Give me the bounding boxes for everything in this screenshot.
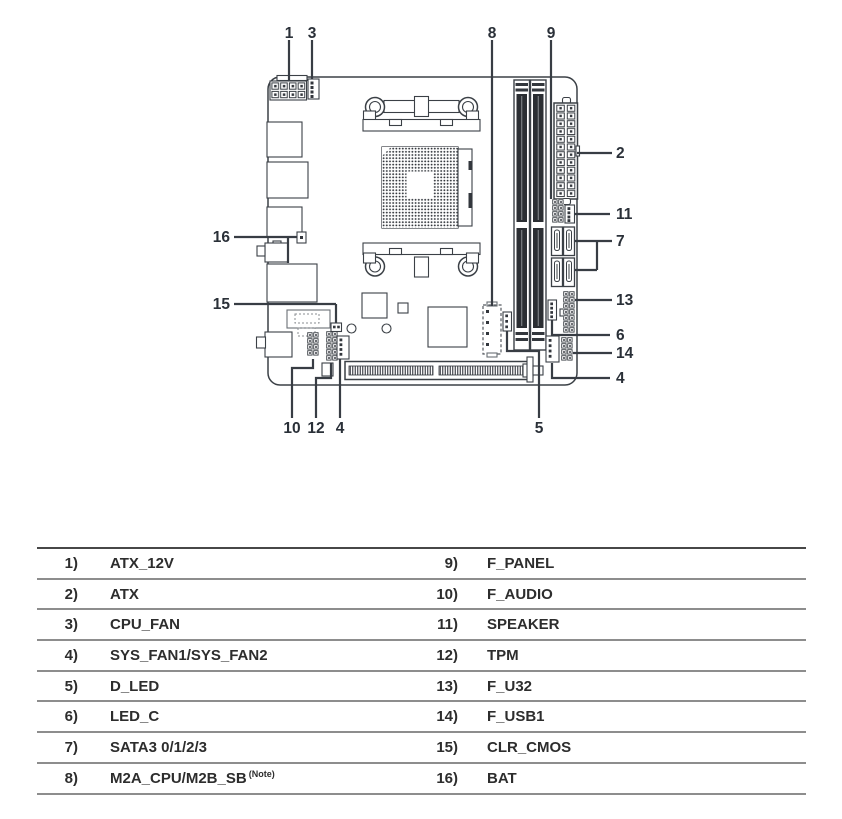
connector-led-c xyxy=(548,300,557,320)
table-row xyxy=(37,764,806,795)
cpu-socket xyxy=(382,147,473,228)
callout-label-3: 3 xyxy=(307,25,317,42)
jumper-clr-cmos xyxy=(331,323,342,332)
connector-f-audio xyxy=(307,332,319,356)
connector-sys-fan1 xyxy=(337,336,349,359)
row-num-right: 15) xyxy=(436,738,458,756)
row-num-right: 10) xyxy=(436,585,458,603)
row-name-left: SYS_FAN1/SYS_FAN2 xyxy=(110,646,268,664)
table-row xyxy=(37,641,806,672)
table-row xyxy=(37,733,806,764)
callout-label-10: 10 xyxy=(283,420,301,437)
table-row xyxy=(37,549,806,580)
callout-label-1: 1 xyxy=(284,25,294,42)
connector-table xyxy=(37,547,806,795)
callout-label-4b: 4 xyxy=(335,420,345,437)
callout-label-5: 5 xyxy=(534,420,544,437)
row-num-right: 12) xyxy=(436,646,458,664)
row-name-right: F_USB1 xyxy=(487,708,545,726)
row-name-left: ATX_12V xyxy=(110,554,174,572)
callout-label-4r: 4 xyxy=(616,370,625,387)
row-num-right: 16) xyxy=(436,769,458,787)
row-name-left: D_LED xyxy=(110,677,160,695)
row-num-left: 4) xyxy=(64,646,78,664)
row-name-right: CLR_CMOS xyxy=(487,738,572,756)
table-row xyxy=(37,702,806,733)
callout-label-7: 7 xyxy=(616,233,625,250)
row-name-right: BAT xyxy=(487,769,517,787)
table-row xyxy=(37,672,806,703)
component-bat xyxy=(297,232,306,243)
row-name-right: F_PANEL xyxy=(487,554,555,572)
callout-label-14: 14 xyxy=(616,345,634,362)
pcie-slot xyxy=(345,357,543,382)
connector-f-panel xyxy=(552,199,564,223)
table-row xyxy=(37,580,806,611)
callout-label-6: 6 xyxy=(616,327,625,344)
cooler-bracket-bottom xyxy=(363,243,480,277)
row-num-right: 11) xyxy=(437,616,458,634)
row-name-right: SPEAKER xyxy=(487,616,560,634)
row-name-left: CPU_FAN xyxy=(110,616,181,634)
row-num-right: 14) xyxy=(436,708,458,726)
table-row xyxy=(37,610,806,641)
callout-label-15: 15 xyxy=(212,296,230,313)
row-name-right: F_AUDIO xyxy=(487,585,553,603)
connector-speaker xyxy=(565,205,575,223)
row-name-right: TPM xyxy=(487,646,519,664)
row-name-right: F_U32 xyxy=(487,677,533,695)
row-num-left: 6) xyxy=(64,708,78,726)
connector-cpu-fan xyxy=(308,79,319,99)
cooler-bracket-top xyxy=(363,97,480,132)
callout-label-9: 9 xyxy=(546,25,556,42)
row-num-right: 13) xyxy=(436,677,458,695)
note-superscript: (Note) xyxy=(248,769,275,780)
callout-label-16: 16 xyxy=(212,229,230,246)
connector-d-led xyxy=(503,312,512,331)
row-name-left: ATX xyxy=(110,585,139,603)
callout-label-2: 2 xyxy=(616,145,625,162)
dimm-slots xyxy=(514,80,546,350)
row-num-left: 1) xyxy=(64,554,78,572)
row-num-right: 9) xyxy=(444,554,458,572)
row-num-left: 5) xyxy=(64,677,78,695)
row-name-text: M2A_CPU/M2B_SB xyxy=(110,770,247,788)
callout-label-8: 8 xyxy=(487,25,497,42)
connector-f-usb1 xyxy=(561,337,573,361)
row-num-left: 7) xyxy=(64,738,78,756)
row-name-left: LED_C xyxy=(110,708,160,726)
row-num-left: 2) xyxy=(64,585,78,603)
connector-atx xyxy=(554,98,580,205)
row-num-left: 3) xyxy=(64,616,78,634)
connector-tpm xyxy=(326,331,338,361)
callout-label-12: 12 xyxy=(307,420,325,437)
callout-label-13: 13 xyxy=(616,292,634,309)
connector-sys-fan2 xyxy=(546,336,559,362)
callout-label-11: 11 xyxy=(616,206,633,223)
row-name-left: SATA3 0/1/2/3 xyxy=(110,738,207,756)
row-name-left xyxy=(78,769,415,787)
row-num-left: 8) xyxy=(64,769,78,787)
